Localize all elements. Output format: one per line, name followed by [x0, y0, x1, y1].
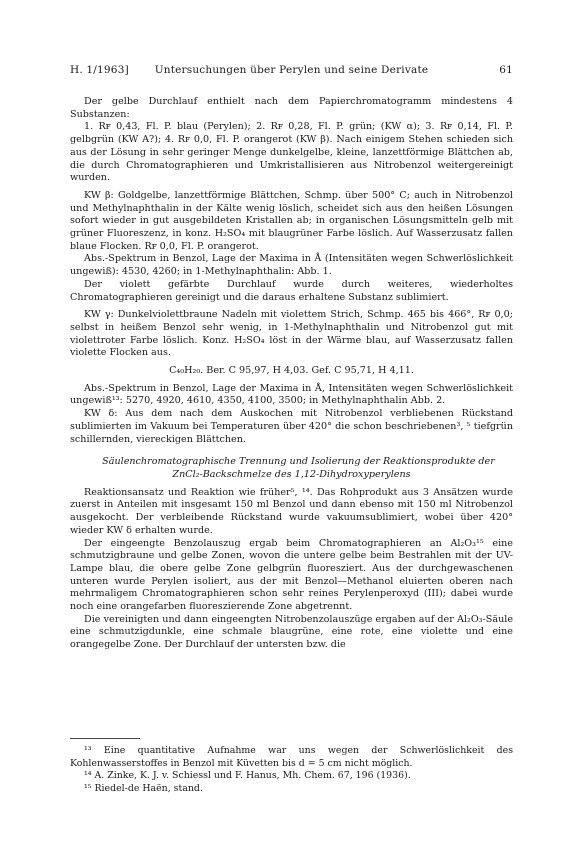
footnote-rule [70, 738, 140, 739]
paragraph: 1. Rꜰ 0,43, Fl. P. blau (Perylen); 2. Rꜰ 0,28, Fl. P. grün; (KW α); 3. Rꜰ 0,14, Fl. P. gelbgrün (KW A?); 4. Rꜰ 0,0, Fl. P. orangerot (KW β). Nach einigem Stehen schieden sich aus der Lösung in sehr geringer Menge dunkelgelbe, kleine, lanzettförmige Blättchen ab, die durch Chromatographieren und Umkristallisieren aus Nitrobenzol weitergereinigt wurden. [70, 121, 513, 184]
paragraph: KW δ: Aus dem nach dem Auskochen mit Nitrobenzol verbliebenen Rückstand sublimierten im Vakuum bei Temperaturen über 420° die schon beschriebenen³, ⁵ tiefgrün schillernden, viereckigen Blättchen. [70, 408, 513, 445]
section-heading: Säulenchromatographische Trennung und Isolierung der Reaktionsprodukte der ZnCl₂-Backschmelze des 1,12-Dihydroxyperylens [102, 456, 495, 480]
footnote: ¹³ Eine quantitative Aufnahme war uns wegen der Schwerlöslichkeit des Kohlenwasserstoffes in Benzol mit Küvetten bis d = 5 cm nicht möglich. [70, 745, 513, 769]
paragraph: Der gelbe Durchlauf enthielt nach dem Papierchromatogramm mindestens 4 Substanzen: [70, 96, 513, 120]
page-number: 61 [499, 64, 513, 76]
footnote: ¹⁵ Riedel-de Haën, stand. [84, 782, 203, 794]
running-header [70, 62, 513, 78]
running-title: Untersuchungen über Perylen und seine Derivate [154, 64, 429, 76]
paragraph: Der violett gefärbte Durchlauf wurde durch weiteres, wiederholtes Chromatographieren gereinigt und die daraus erhaltene Substanz sublimiert. [70, 278, 513, 303]
body-text [70, 96, 513, 652]
paragraph: KW γ: Dunkelviolettbraune Nadeln mit violettem Strich, Schmp. 465 bis 466°, Rꜰ 0,0; selbst in heißem Benzol sehr wenig, in 1-Methylnaphthalin und Nitrobenzol gut mit violettroter Farbe löslich. Konz. H₂SO₄ löst in der Wärme blau, auf Wasserzusatz fallen violette Flocken aus. [70, 309, 513, 359]
footnote: ¹⁴ A. Zinke, K. J. v. Schiessl und F. Hanus, Mh. Chem. 67, 196 (1936). [84, 770, 411, 781]
paragraph: KW β: Goldgelbe, lanzettförmige Blättchen, Schmp. über 500° C; auch in Nitrobenzol und Methylnaphthalin in der Kälte wenig löslich, scheidet sich aus den heißen Lösungen sofort wieder in gut ausgebildeten Kristallen ab; in organischen Lösungsmitteln gelb mit grüner Fluoreszenz, in konz. H₂SO₄ mit blaugrüner Farbe löslich. Auf Wasserzusatz fallen blaue Flocken. Rꜰ 0,0, Fl. P. orangerot. [70, 189, 513, 252]
paragraph: Der eingeengte Benzolauszug ergab beim Chromatographieren an Al₂O₃¹⁵ eine schmutzigbraune und gelbe Zonen, wovon die untere gelbe beim Bestrahlen mit der UV-Lampe blau, die obere gelbe Zone gelbgrün fluoresziert. Aus der durchgewaschenen unteren wurde Perylen isoliert, aus der mit Benzol—Methanol eluierten oberen nach mehrmaligem Chromatographieren schon sehr reines Perylenperoxyd (III); dabei wurde noch eine orangefarben fluoreszierende Zone abgetrennt. [70, 537, 513, 613]
paragraph: Abs.-Spektrum in Benzol, Lage der Maxima in Å (Intensitäten wegen Schwerlöslichkeit ungewiß): 4530, 4260; in 1-Methylnaphthalin: Abb. 1. [70, 253, 513, 278]
paragraph: Reaktionsansatz und Reaktion wie früher⁵, ¹⁴. Das Rohprodukt aus 3 Ansätzen wurde zuerst in Anteilen mit insgesamt 150 ml Benzol und dann ebenso mit 150 ml Nitrobenzol ausgekocht. Der verbleibende Rückstand wurde vakuumsublimiert, wobei über 420° wieder KW δ erhalten wurde. [70, 486, 513, 536]
issue-reference: H. 1/1963] [70, 64, 129, 76]
footnotes [70, 738, 513, 795]
elemental-analysis: C₄₀H₂₀. Ber. C 95,97, H 4,03. Gef. C 95,71, H 4,11. [169, 365, 414, 377]
paragraph: Abs.-Spektrum in Benzol, Lage der Maxima in Å, Intensitäten wegen Schwerlöslichkeit ungewiß¹³: 5270, 4920, 4610, 4350, 4100, 3500; in Methylnaphthalin Abb. 2. [70, 382, 513, 407]
paragraph: Die vereinigten und dann eingeengten Nitrobenzolauszüge ergaben auf der Al₂O₃-Säule eine schmutzigdunkle, eine schmale blaugrüne, eine rote, eine violette und eine orangegelbe Zone. Der Durchlauf der untersten bzw. die [70, 613, 513, 651]
